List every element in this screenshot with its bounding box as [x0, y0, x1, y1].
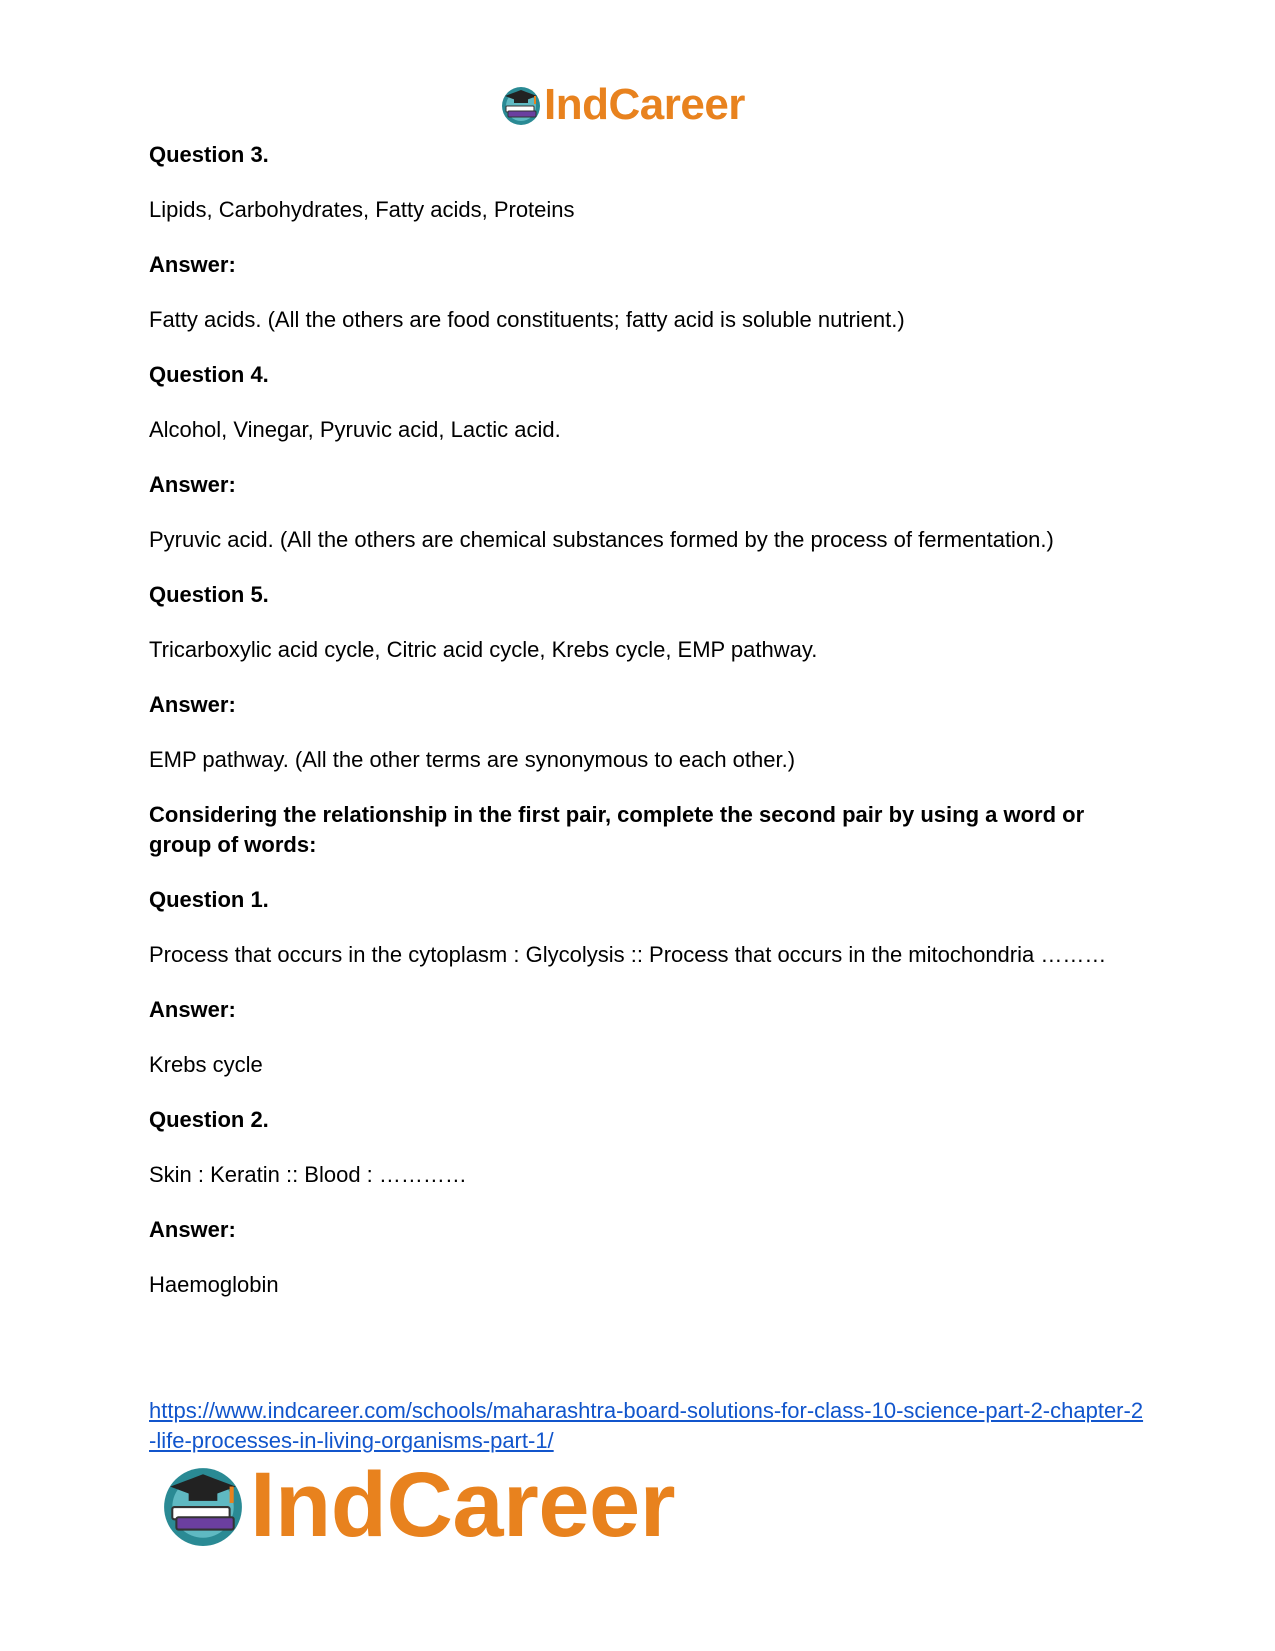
question-label: Question 3.: [149, 142, 269, 167]
answer-label: Answer:: [149, 997, 236, 1022]
document-content: [149, 140, 1129, 1325]
paragraph: Pyruvic acid. (All the others are chemical substances formed by the process of fermentation.): [149, 527, 1054, 552]
source-link-container: [149, 1396, 1149, 1456]
answer-label: Answer:: [149, 692, 236, 717]
question-label: Question 2.: [149, 1107, 269, 1132]
paragraph: Alcohol, Vinegar, Pyruvic acid, Lactic acid.: [149, 417, 561, 442]
answer-label: Answer:: [149, 252, 236, 277]
logo-text: IndCareer: [250, 1454, 675, 1556]
paragraph: Krebs cycle: [149, 1052, 263, 1077]
paragraph: Skin : Keratin :: Blood : …………: [149, 1162, 467, 1187]
paragraph: Lipids, Carbohydrates, Fatty acids, Proteins: [149, 197, 575, 222]
question-label: Question 1.: [149, 887, 269, 912]
answer-label: Answer:: [149, 472, 236, 497]
paragraph: Process that occurs in the cytoplasm : Glycolysis :: Process that occurs in the mitochondria ………: [149, 942, 1107, 967]
section-heading: Considering the relationship in the first pair, complete the second pair by using a word or group of words:: [149, 802, 1085, 857]
header-logo: [500, 80, 745, 130]
paragraph: Tricarboxylic acid cycle, Citric acid cycle, Krebs cycle, EMP pathway.: [149, 637, 818, 662]
source-link[interactable]: https://www.indcareer.com/schools/maharashtra-board-solutions-for-class-10-science-part-2-chapter-2-life-processes-in-living-organisms-part-1/: [149, 1398, 1144, 1453]
graduation-book-icon: [160, 1462, 246, 1548]
question-label: Question 5.: [149, 582, 269, 607]
paragraph: Fatty acids. (All the others are food constituents; fatty acid is soluble nutrient.): [149, 307, 905, 332]
paragraph: Haemoglobin: [149, 1272, 279, 1297]
graduation-book-icon: [500, 84, 542, 126]
logo-text: IndCareer: [544, 80, 745, 129]
answer-label: Answer:: [149, 1217, 236, 1242]
footer-logo: [160, 1454, 675, 1556]
question-label: Question 4.: [149, 362, 269, 387]
paragraph: EMP pathway. (All the other terms are synonymous to each other.): [149, 747, 796, 772]
